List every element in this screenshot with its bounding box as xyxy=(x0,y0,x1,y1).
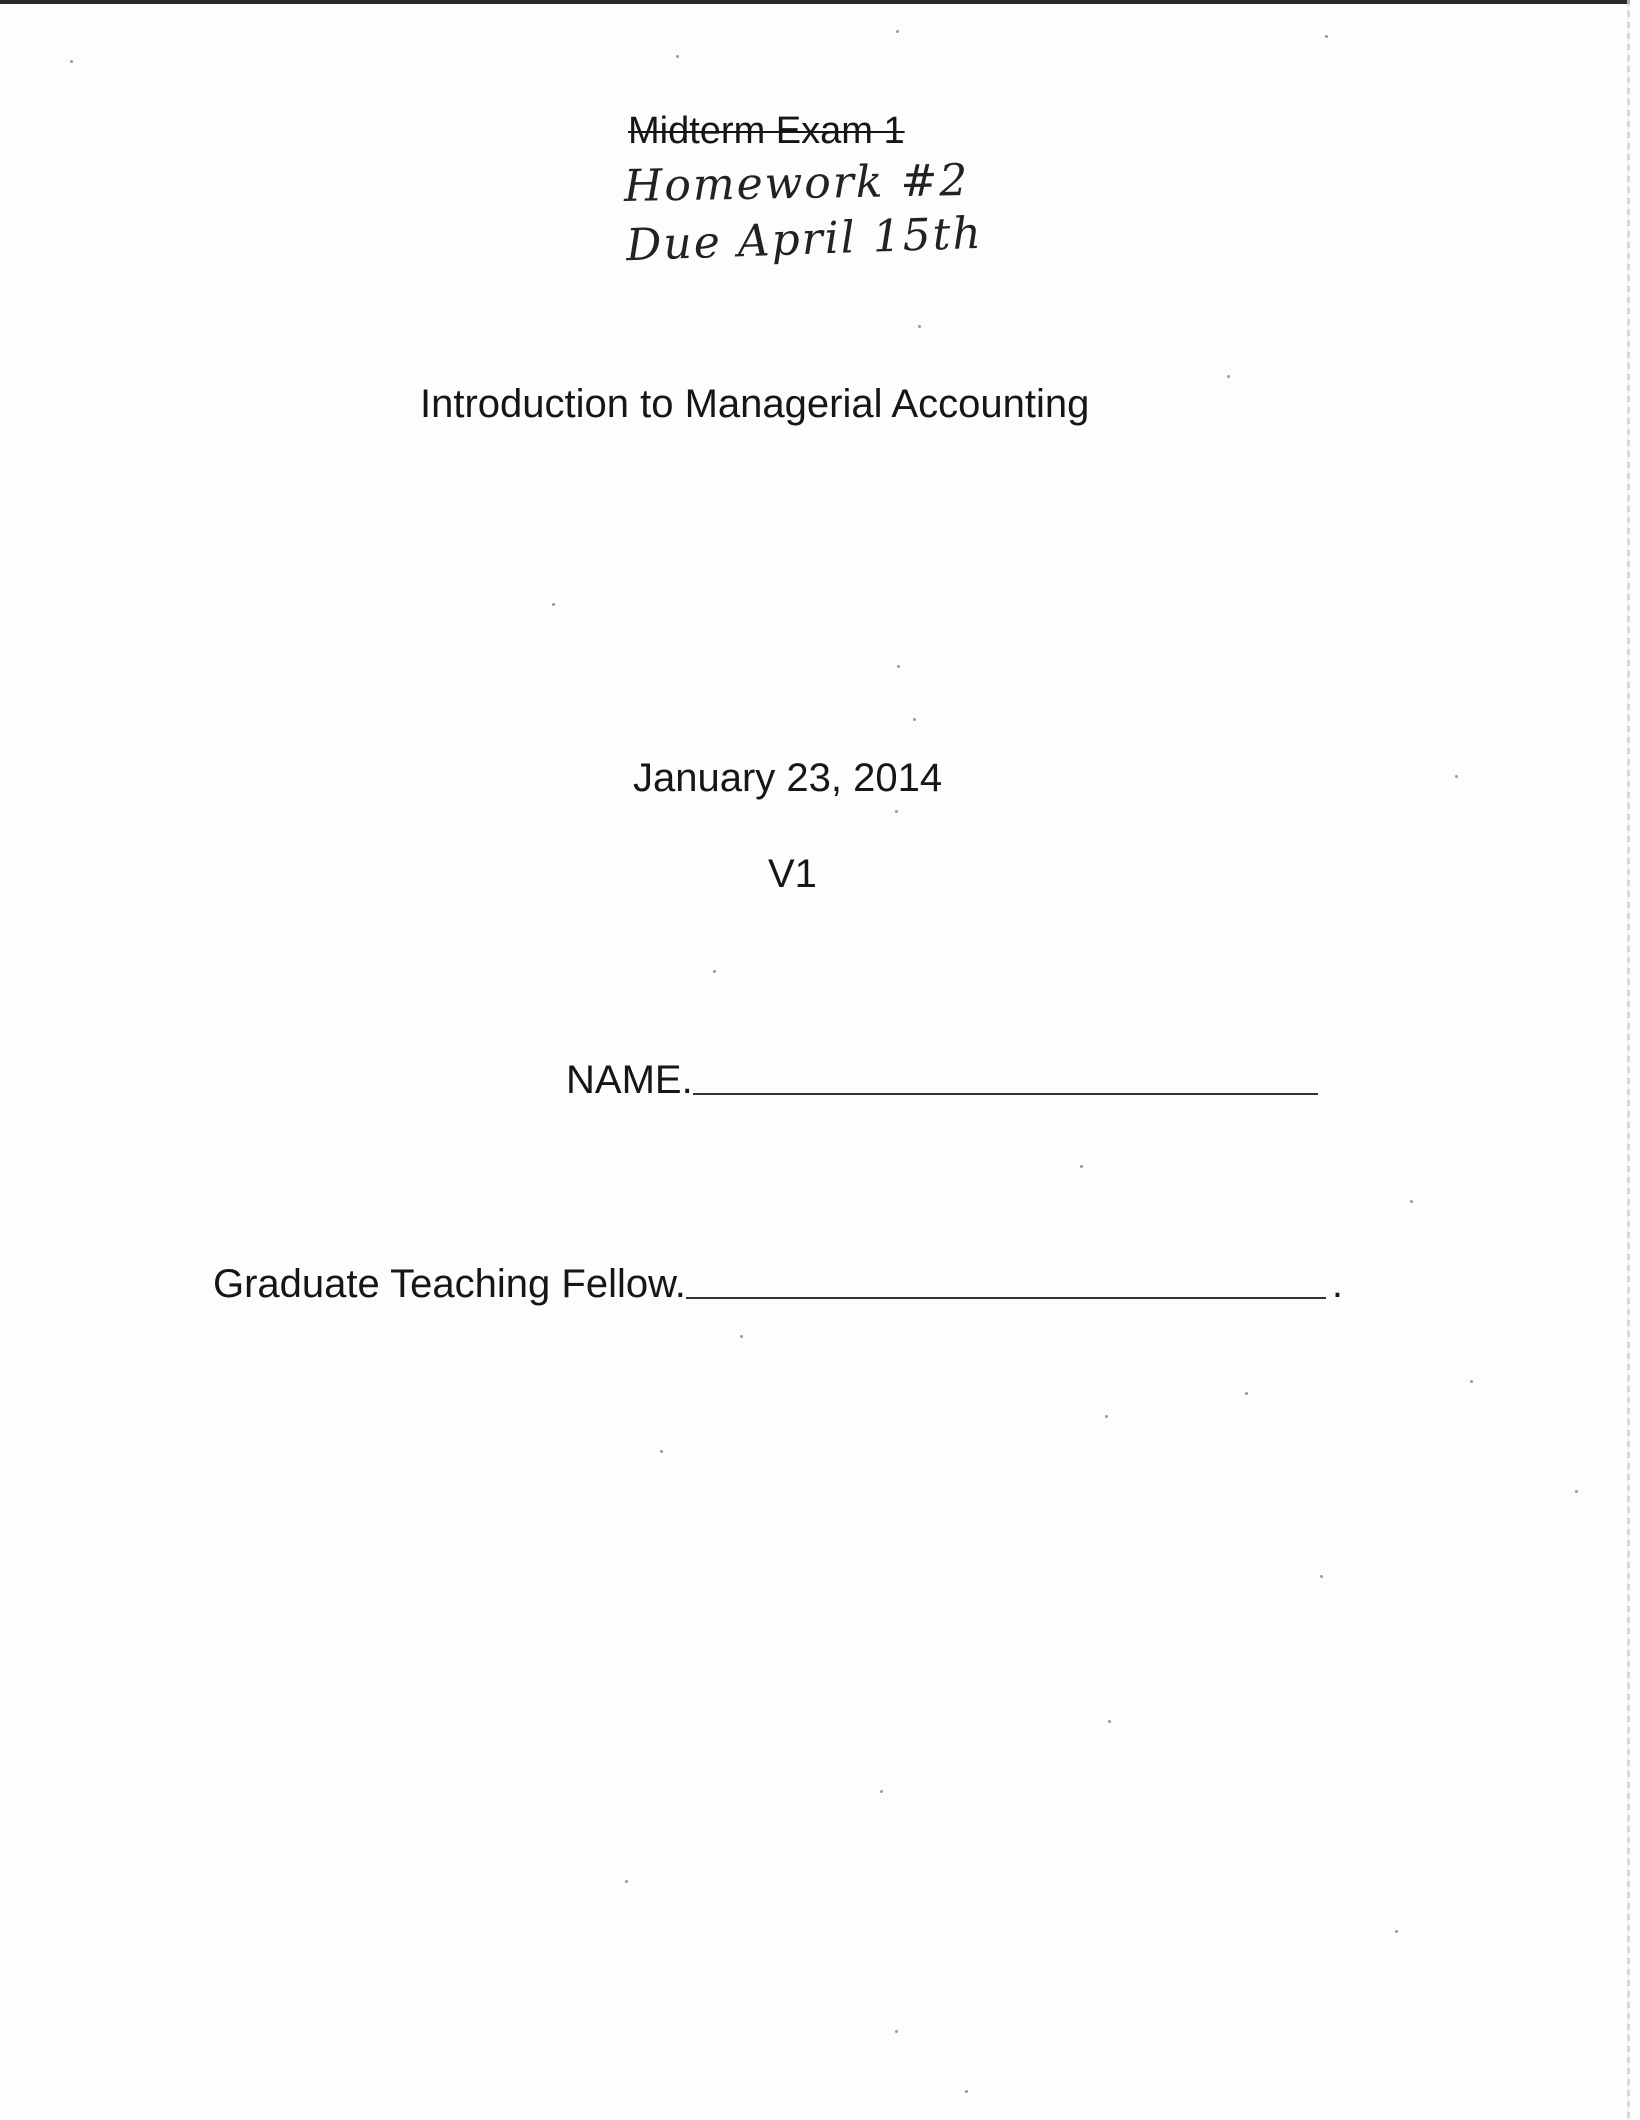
scan-speck xyxy=(965,2090,968,2093)
scan-speck xyxy=(740,1335,743,1338)
scan-speck xyxy=(1108,1720,1111,1723)
name-label: NAME. xyxy=(566,1058,693,1102)
handwritten-assignment-title: Homework #2 xyxy=(623,154,970,213)
exam-date: January 23, 2014 xyxy=(633,756,943,800)
scan-speck xyxy=(1410,1200,1413,1203)
scan-speck xyxy=(625,1880,628,1883)
exam-version: V1 xyxy=(768,852,817,896)
scan-speck xyxy=(1325,35,1328,38)
scan-speck xyxy=(1245,1392,1248,1395)
scan-speck xyxy=(880,1790,883,1793)
handwritten-due-date: Due April 15th xyxy=(625,207,984,272)
scan-speck xyxy=(895,810,898,813)
name-blank-line[interactable] xyxy=(693,1093,1318,1095)
scan-speck xyxy=(918,325,921,328)
scan-top-edge xyxy=(0,0,1630,4)
scan-right-edge xyxy=(1627,0,1630,2120)
gtf-trailing-period: . xyxy=(1331,1262,1344,1306)
scan-speck xyxy=(896,30,899,33)
gtf-label: Graduate Teaching Fellow. xyxy=(213,1262,686,1306)
scan-speck xyxy=(713,970,716,973)
scan-speck xyxy=(1575,1490,1578,1493)
course-title: Introduction to Managerial Accounting xyxy=(420,382,1090,426)
struck-through-title: Midterm Exam 1 xyxy=(628,110,905,152)
scan-speck xyxy=(1470,1380,1473,1383)
scan-speck xyxy=(1080,1165,1083,1168)
scan-speck xyxy=(1320,1575,1323,1578)
scan-speck xyxy=(1105,1415,1108,1418)
scan-speck xyxy=(1455,775,1458,778)
name-field-row xyxy=(566,1058,1318,1103)
scan-speck xyxy=(1227,375,1230,378)
scan-speck xyxy=(1395,1930,1398,1933)
scan-speck xyxy=(660,1450,663,1453)
gtf-field-row xyxy=(213,1262,1343,1307)
scan-speck xyxy=(70,60,73,63)
scan-speck xyxy=(676,55,679,58)
scan-speck xyxy=(552,603,555,606)
scan-speck xyxy=(913,718,916,721)
scan-speck xyxy=(897,665,900,668)
scan-speck xyxy=(895,2030,898,2033)
gtf-blank-line[interactable] xyxy=(686,1297,1326,1299)
